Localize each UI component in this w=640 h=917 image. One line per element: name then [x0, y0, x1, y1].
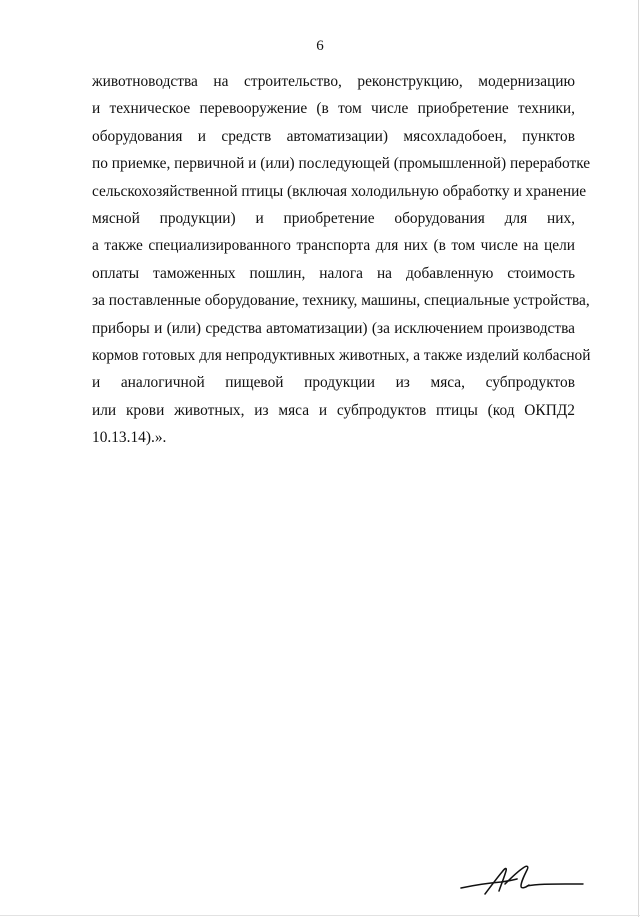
body-paragraph: [92, 68, 591, 451]
text-line: а также специализированного транспорта для них (в том числе на цели: [92, 237, 575, 255]
text-line: животноводства на строительство, реконструкцию, модернизацию: [92, 73, 575, 90]
text-line: и техническое перевооружение (в том числе приобретение техники,: [92, 100, 575, 118]
text-line: сельскохозяйственной птицы (включая холодильную обработку и хранение: [92, 182, 587, 200]
text-line: за поставленные оборудование, технику, машины, специальные устройства,: [92, 292, 590, 310]
text-line: приборы и (или) средства автоматизации) (за исключением производства: [92, 319, 575, 337]
text-line: или крови животных, из мяса и субпродуктов птицы (код ОКПД2: [92, 401, 575, 419]
scan-edge: [0, 915, 640, 916]
page-number: 6: [316, 38, 324, 54]
text-line: мясной продукции) и приобретение оборудования для них,: [92, 209, 575, 227]
text-line: по приемке, первичной и (или) последующей (промышленной) переработке: [92, 155, 591, 173]
text-line: и аналогичной пищевой продукции из мяса, субпродуктов: [92, 374, 575, 392]
signature-icon: [455, 858, 595, 898]
scan-edge: [638, 0, 639, 917]
text-line: кормов готовых для непродуктивных животных, а также изделий колбасной: [92, 346, 591, 364]
text-line: 10.13.14).».: [92, 429, 167, 447]
text-line: оборудования и средств автоматизации) мясохладобоен, пунктов: [92, 127, 575, 145]
text-line: оплаты таможенных пошлин, налога на добавленную стоимость: [92, 264, 575, 282]
